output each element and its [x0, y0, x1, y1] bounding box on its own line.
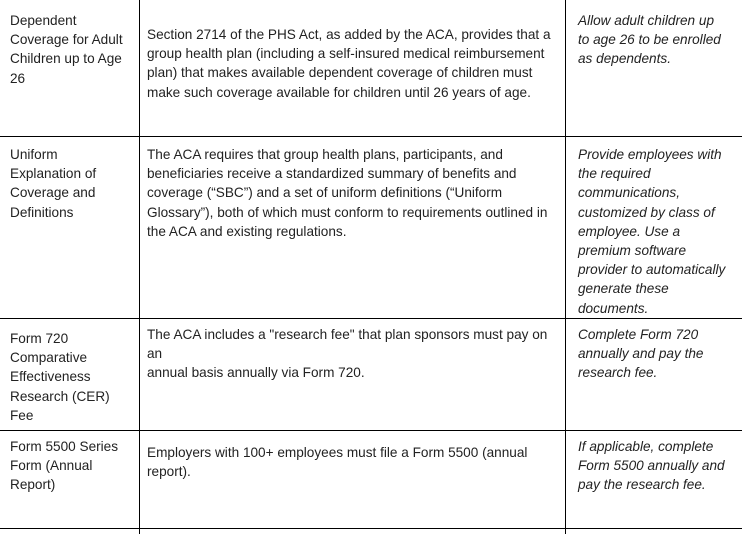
description-cell	[140, 431, 566, 528]
requirement-cell	[0, 431, 140, 528]
action-text: Provide employees with the required communications, customized by class of employee. Use a premium software provider to automatically generate these documents.	[578, 147, 726, 316]
table-row	[0, 137, 742, 319]
requirement-cell	[0, 529, 140, 534]
description-cell	[140, 137, 566, 318]
description-cell	[140, 529, 566, 534]
description-text: Section 2714 of the PHS Act, as added by the ACA, provides that a group health plan (including a self-insured medical reimbursement plan) that makes available dependent coverage of children must make such coverage available for children until 26 years of age.	[147, 27, 551, 100]
requirement-cell	[0, 319, 140, 430]
description-cell	[140, 319, 566, 430]
description-cell	[140, 0, 566, 136]
requirement-cell	[0, 0, 140, 136]
description-text: The ACA requires that group health plans, participants, and beneficiaries receive a standardized summary of benefits and coverage (“SBC”) and a set of uniform definitions (“Uniform Glossary”), both of which must conform to requirements outlined in the ACA and existing regulations.	[147, 147, 548, 239]
table-row	[0, 319, 742, 431]
requirement-text: Uniform Explanation of Coverage and Definitions	[10, 147, 97, 220]
table-row	[0, 0, 742, 137]
requirement-text: Form 720 Comparative Effectiveness Research (CER) Fee	[10, 331, 110, 423]
action-cell	[566, 137, 742, 318]
action-cell	[566, 431, 742, 528]
action-cell	[566, 0, 742, 136]
action-text: Allow adult children up to age 26 to be enrolled as dependents.	[578, 13, 721, 67]
action-cell	[566, 319, 742, 430]
action-cell	[566, 529, 742, 534]
requirement-cell	[0, 137, 140, 318]
description-text: Employers with 100+ employees must file a Form 5500 (annual report).	[147, 445, 528, 480]
table-row	[0, 431, 742, 529]
description-text: The ACA includes a "research fee" that plan sponsors must pay on an annual basis annually via Form 720.	[147, 327, 548, 381]
requirement-text: Form 5500 Series Form (Annual Report)	[10, 439, 119, 493]
table-row	[0, 529, 742, 534]
action-text: If applicable, complete Form 5500 annually and pay the research fee.	[578, 439, 725, 493]
action-text: Complete Form 720 annually and pay the research fee.	[578, 327, 704, 381]
requirement-text: Dependent Coverage for Adult Children up to Age 26	[10, 13, 123, 86]
